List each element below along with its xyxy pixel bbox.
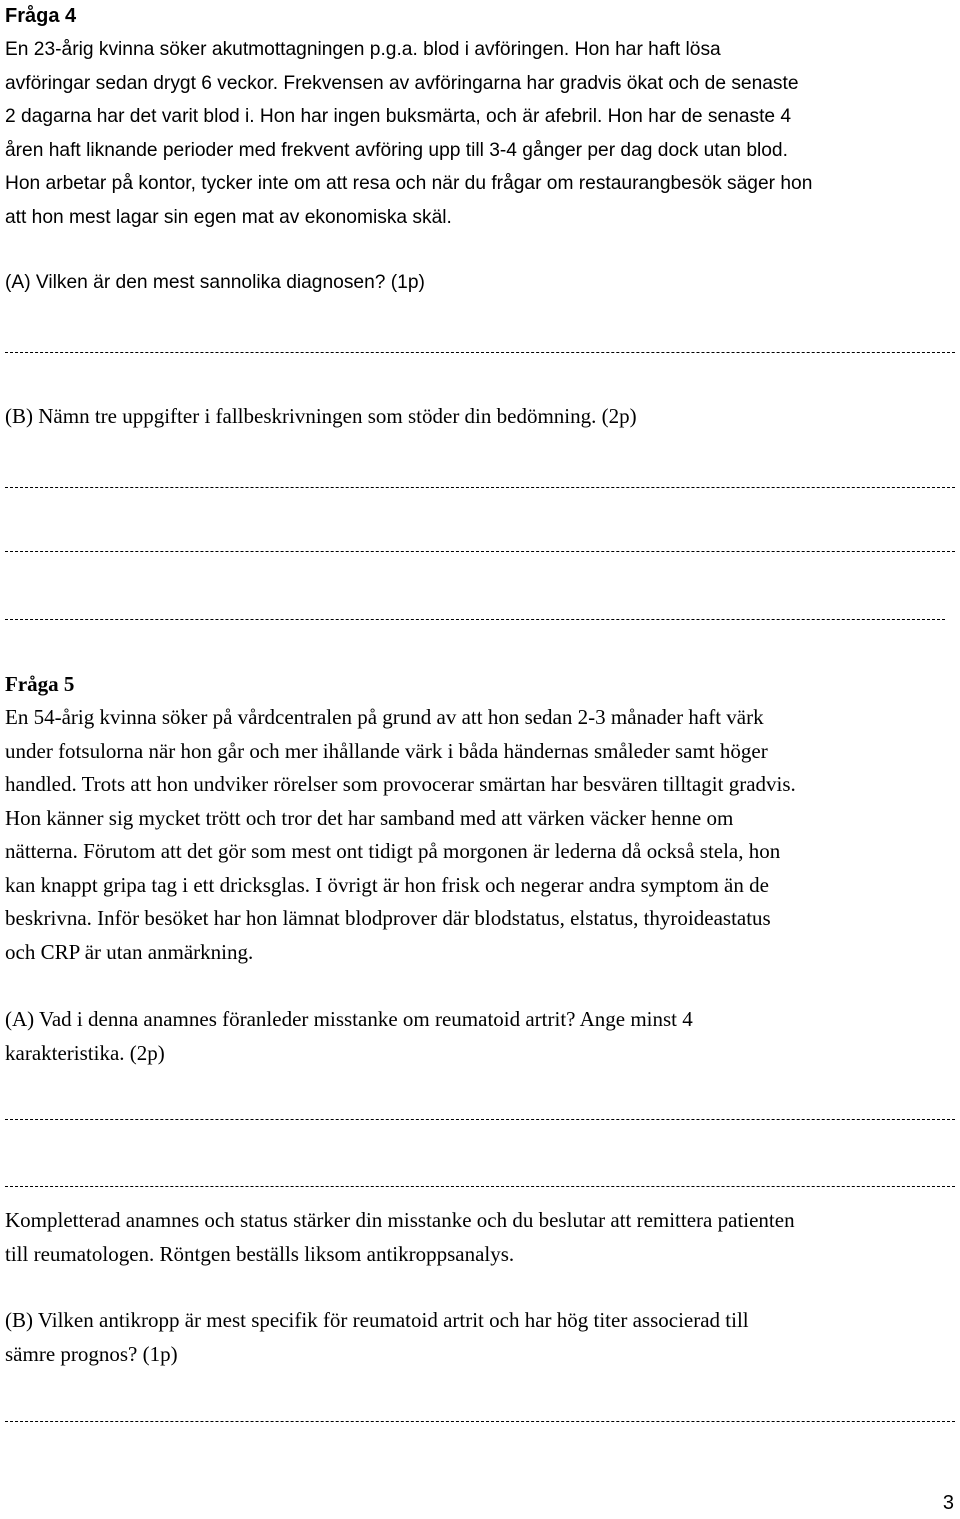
- question-5a: [5, 1003, 957, 1070]
- answer-line[interactable]: [5, 1119, 955, 1120]
- answer-line[interactable]: [5, 352, 955, 353]
- followup-line: Kompletterad anamnes och status stärker din misstanke och du beslutar att remittera patienten: [5, 1208, 795, 1232]
- question-5b-line: sämre prognos? (1p): [5, 1341, 178, 1366]
- question-5-title: Fråga 5: [5, 672, 75, 696]
- case-text-line: åren haft liknande perioder med frekvent avföring upp till 3-4 gånger per dag dock utan blod.: [5, 139, 788, 161]
- question-5a-line: karakteristika. (2p): [5, 1040, 165, 1065]
- case-text-line: En 54-årig kvinna söker på vårdcentralen på grund av att hon sedan 2-3 månader haft värk: [5, 705, 764, 729]
- page-number: 3: [942, 1492, 954, 1514]
- question-4-title: Fråga 4: [5, 5, 77, 27]
- question-5b-line: (B) Vilken antikropp är mest specifik för reumatoid artrit och har hög titer associerad till: [5, 1308, 749, 1332]
- case-text-line: Hon arbetar på kontor, tycker inte om att resa och när du frågar om restaurangbesök säger hon: [5, 173, 813, 194]
- case-text-line: En 23-årig kvinna söker akutmottagningen p.g.a. blod i avföringen. Hon har haft lösa: [5, 39, 721, 60]
- question-5a-line: (A) Vad i denna anamnes föranleder misstanke om reumatoid artrit? Ange minst 4: [5, 1007, 693, 1031]
- answer-line[interactable]: [5, 619, 945, 620]
- case-text-line: beskrivna. Inför besöket har hon lämnat blodprover där blodstatus, elstatus, thyroideastatus: [5, 906, 771, 930]
- case-text-line: och CRP är utan anmärkning.: [5, 939, 254, 964]
- case-text-line: kan knappt gripa tag i ett dricksglas. I övrigt är hon frisk och negerar andra symptom än de: [5, 872, 769, 897]
- answer-line[interactable]: [5, 551, 955, 552]
- question-5-section: [5, 668, 957, 969]
- followup-text: [5, 1204, 957, 1271]
- question-4b: (B) Nämn tre uppgifter i fallbeskrivningen som stöder din bedömning. (2p): [5, 404, 637, 428]
- answer-line[interactable]: [5, 1421, 955, 1422]
- case-text-line: under fotsulorna när hon går och mer ihållande värk i båda händernas småleder samt höger: [5, 738, 768, 763]
- case-text-line: nätterna. Förutom att det gör som mest ont tidigt på morgonen är lederna då också stela, hon: [5, 839, 781, 863]
- question-5b: [5, 1304, 957, 1371]
- case-text-line: avföringar sedan drygt 6 veckor. Frekvensen av avföringarna har gradvis ökat och de senaste: [5, 72, 799, 94]
- answer-line[interactable]: [5, 487, 955, 488]
- answer-line[interactable]: [5, 1186, 955, 1187]
- question-4-section: [5, 0, 957, 234]
- case-text-line: Hon känner sig mycket trött och tror det har samband med att värken väcker henne om: [5, 805, 734, 830]
- case-text-line: handled. Trots att hon undviker rörelser som provocerar smärtan har besvären tilltagit gradvis.: [5, 772, 796, 796]
- case-text-line: att hon mest lagar sin egen mat av ekonomiska skäl.: [5, 206, 452, 228]
- case-text-line: 2 dagarna har det varit blod i. Hon har ingen buksmärta, och är afebril. Hon har de senaste 4: [5, 106, 792, 127]
- question-4a: (A) Vilken är den mest sannolika diagnosen? (1p): [5, 272, 425, 293]
- followup-line: till reumatologen. Röntgen beställs liksom antikroppsanalys.: [5, 1241, 515, 1266]
